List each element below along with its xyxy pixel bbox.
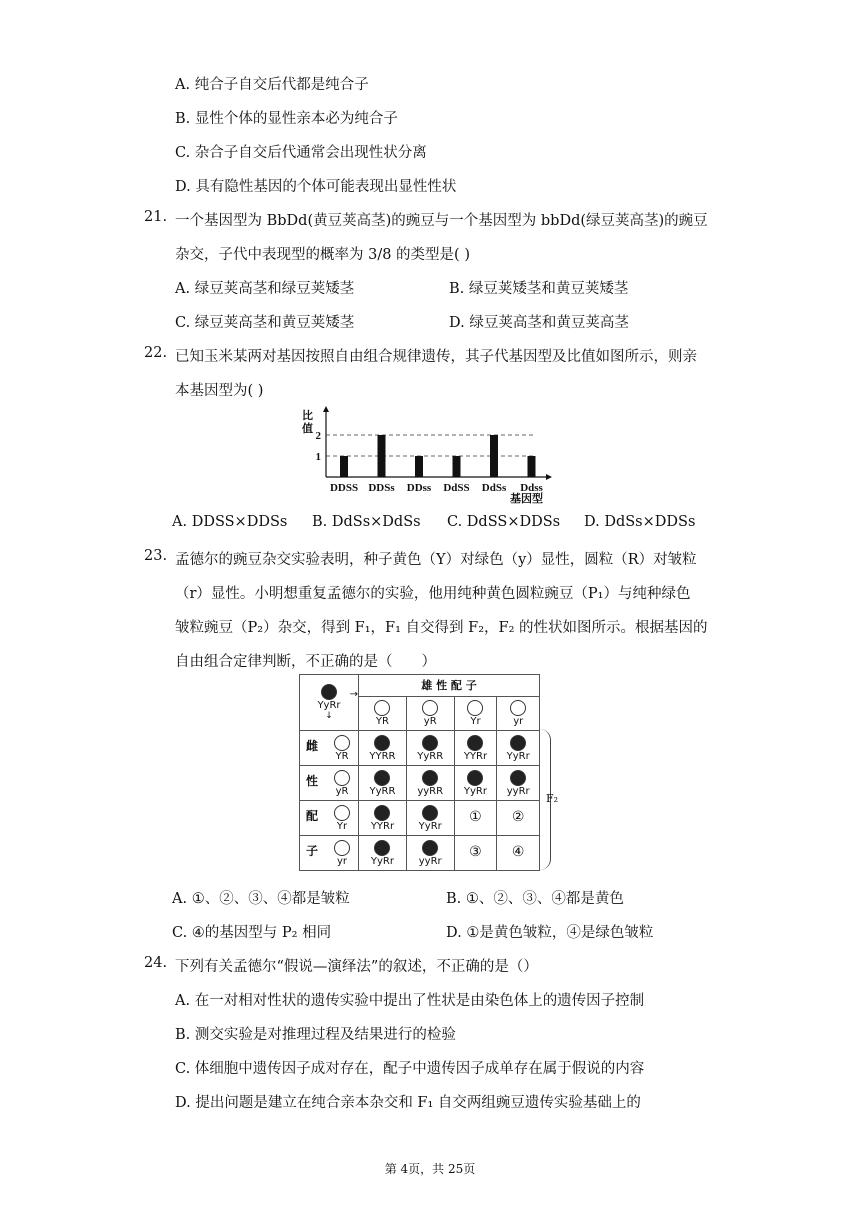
female-gamete-label: YR <box>335 750 349 762</box>
offspring-cell <box>454 836 497 871</box>
punnett-square <box>299 674 540 871</box>
offspring-cell <box>359 731 407 766</box>
y-axis-label-char: 值 <box>302 423 313 435</box>
q22-option-c: C. DdSS×DDSs <box>447 514 561 530</box>
q23-option-c: C. ④的基因型与 P₂ 相同 <box>172 925 332 941</box>
y-tick-label: 2 <box>315 430 321 442</box>
x-tick-label: DdSs <box>481 482 507 494</box>
gamete-circle-icon <box>510 700 526 716</box>
seed-icon <box>374 770 390 786</box>
arrow-down-icon: ↓ <box>325 710 333 721</box>
q23-stem-line2: （r）显性。小明想重复孟德尔的实验，他用纯种黄色圆粒豌豆（P₁）与纯种绿色 <box>175 586 691 602</box>
punnett-row <box>300 731 540 766</box>
female-gamete-cell <box>300 731 359 766</box>
seed-icon <box>422 770 438 786</box>
y-tick-label: 1 <box>315 451 321 463</box>
seed-icon <box>374 805 390 821</box>
punnett-row <box>300 836 540 871</box>
offspring-genotype: YYRr <box>463 750 488 762</box>
q24-option-d: D. 提出问题是建立在纯合亲本杂交和 F₁ 自交两组豌豆遗传实验基础上的 <box>175 1095 641 1111</box>
offspring-genotype: YyRR <box>417 750 444 762</box>
x-axis-arrow-icon <box>546 474 552 480</box>
q21-stem-line1: 一个基因型为 BbDd(黄豆荚高茎)的豌豆与一个基因型为 bbDd(绿豆荚高茎)的豌豆 <box>175 213 708 229</box>
q24-option-c: C. 体细胞中遗传因子成对存在，配子中遗传因子成单存在属于假说的内容 <box>175 1061 645 1077</box>
gamete-circle-icon <box>467 700 483 716</box>
q21-option-b: B. 绿豆荚矮茎和黄豆荚矮茎 <box>449 281 629 297</box>
female-gamete-label: yR <box>335 785 349 797</box>
female-gamete-label: yr <box>336 855 348 867</box>
f2-label: F₂ <box>546 792 559 805</box>
male-gamete-label: yr <box>513 716 524 727</box>
gamete-circle-icon <box>334 770 350 786</box>
q22-option-d: D. DdSs×DDSs <box>584 514 696 530</box>
offspring-placeholder: ② <box>511 809 525 825</box>
bar <box>453 456 461 477</box>
male-gamete-label: YR <box>375 716 389 727</box>
offspring-genotype: yyRr <box>506 785 530 797</box>
gamete-circle-icon <box>422 700 438 716</box>
q22-stem-line1: 已知玉米某两对基因按照自由组合规律遗传，其子代基因型及比值如图所示，则亲 <box>175 349 697 365</box>
offspring-cell <box>406 731 454 766</box>
offspring-genotype: yyRR <box>417 785 444 797</box>
offspring-cell <box>359 836 407 871</box>
bar <box>340 456 348 477</box>
q24-option-a: A. 在一对相对性状的遗传实验中提出了性状是由染色体上的遗传因子控制 <box>175 993 645 1009</box>
seed-icon <box>374 735 390 751</box>
seed-icon <box>422 735 438 751</box>
punnett-row <box>300 801 540 836</box>
genotype-ratio-chart <box>296 404 556 504</box>
bar <box>528 456 536 477</box>
offspring-cell <box>454 801 497 836</box>
offspring-genotype: YyRr <box>506 750 530 762</box>
seed-icon <box>422 805 438 821</box>
bar <box>378 435 386 477</box>
x-tick-label: DDss <box>406 482 432 494</box>
male-gamete-label: yR <box>423 716 437 727</box>
q20-option-d: D. 具有隐性基因的个体可能表现出显性性状 <box>175 179 457 195</box>
offspring-genotype: YyRr <box>418 820 442 832</box>
offspring-cell <box>497 801 540 836</box>
q24-option-b: B. 测交实验是对推理过程及结果进行的检验 <box>175 1027 456 1043</box>
offspring-cell <box>497 836 540 871</box>
seed-icon <box>510 735 526 751</box>
q22-option-a: A. DDSS×DDSs <box>172 514 288 530</box>
page-footer: 第 4页，共 25页 <box>384 1162 476 1176</box>
y-axis-label-char: 比 <box>302 410 313 422</box>
male-gamete-cell <box>497 697 540 731</box>
female-header-char: 子 <box>306 844 319 858</box>
bar <box>415 456 423 477</box>
punnett-row <box>300 766 540 801</box>
q23-number: 23. <box>144 548 168 564</box>
male-gamete-cell <box>454 697 497 731</box>
offspring-cell <box>454 766 497 801</box>
male-gamete-label: Yr <box>470 716 481 727</box>
female-header-char: 配 <box>306 809 319 823</box>
q22-option-b: B. DdSs×DdSs <box>312 514 421 530</box>
q20-option-c: C. 杂合子自交后代通常会出现性状分离 <box>175 145 427 161</box>
offspring-genotype: yyRr <box>418 855 442 867</box>
q21-option-c: C. 绿豆荚高茎和黄豆荚矮茎 <box>175 315 355 331</box>
q23-stem-line3: 皱粒豌豆（P₂）杂交，得到 F₁，F₁ 自交得到 F₂，F₂ 的性状如图所示。根据基因的 <box>175 620 708 636</box>
corner-cell <box>300 675 359 731</box>
q21-option-a: A. 绿豆荚高茎和绿豆荚矮茎 <box>175 281 355 297</box>
gamete-circle-icon <box>334 805 350 821</box>
female-gamete-cell <box>300 836 359 871</box>
offspring-genotype: YyRr <box>463 785 487 797</box>
x-tick-label: DDSS <box>329 482 359 494</box>
gamete-circle-icon <box>334 840 350 856</box>
female-gamete-cell <box>300 766 359 801</box>
q22-stem-line2: 本基因型为( ) <box>175 383 264 399</box>
gamete-circle-icon <box>334 735 350 751</box>
female-header-char: 雌 <box>306 739 319 753</box>
q23-stem-line1: 孟德尔的豌豆杂交实验表明，种子黄色（Y）对绿色（y）显性，圆粒（R）对皱粒 <box>175 552 697 568</box>
offspring-placeholder: ① <box>469 809 482 825</box>
arrow-right-icon: → <box>349 689 358 700</box>
q21-stem-line2: 杂交，子代中表现型的概率为 3/8 的类型是( ) <box>175 247 470 263</box>
offspring-cell <box>406 766 454 801</box>
bar <box>490 435 498 477</box>
x-tick-label: DdSS <box>443 482 470 494</box>
offspring-genotype: YyRR <box>369 785 396 797</box>
female-gamete-cell <box>300 801 359 836</box>
male-gamete-cell <box>406 697 454 731</box>
q24-stem: 下列有关孟德尔“假说—演绎法”的叙述，不正确的是（） <box>175 959 538 975</box>
corner-genotype: YyRr <box>317 699 341 711</box>
seed-icon <box>510 770 526 786</box>
q23-stem-line4: 自由组合定律判断，不正确的是（ ） <box>175 654 436 670</box>
female-gamete-label: Yr <box>336 820 348 832</box>
seed-icon <box>467 770 483 786</box>
q23-option-a: A. ①、②、③、④都是皱粒 <box>172 891 350 907</box>
q22-number: 22. <box>144 345 168 361</box>
offspring-placeholder: ③ <box>469 844 482 860</box>
y-axis-arrow-icon <box>323 406 329 412</box>
male-gamete-header: 雄 性 配 子 <box>359 675 540 697</box>
x-axis-label: 基因型 <box>510 493 543 504</box>
male-gamete-cell <box>359 697 407 731</box>
offspring-cell <box>359 801 407 836</box>
offspring-genotype: YYRr <box>370 820 395 832</box>
parent-seed-icon <box>321 684 337 700</box>
q24-number: 24. <box>144 955 168 971</box>
offspring-cell <box>406 801 454 836</box>
x-tick-label: DDSs <box>368 482 395 494</box>
offspring-cell <box>454 731 497 766</box>
seed-icon <box>422 840 438 856</box>
gamete-circle-icon <box>374 700 390 716</box>
offspring-genotype: YYRR <box>369 750 396 762</box>
offspring-placeholder: ④ <box>511 844 525 860</box>
q21-option-d: D. 绿豆荚高茎和黄豆荚高茎 <box>449 315 629 331</box>
q20-option-b: B. 显性个体的显性亲本必为纯合子 <box>175 111 398 127</box>
offspring-cell <box>497 731 540 766</box>
x-tick-label: Ddss <box>520 482 543 494</box>
q23-option-d: D. ①是黄色皱粒，④是绿色皱粒 <box>446 925 654 941</box>
female-header-char: 性 <box>306 774 319 788</box>
offspring-cell <box>406 836 454 871</box>
q21-number: 21. <box>144 209 168 225</box>
seed-icon <box>467 735 483 751</box>
offspring-genotype: YyRr <box>370 855 394 867</box>
q23-option-b: B. ①、②、③、④都是黄色 <box>446 891 624 907</box>
seed-icon <box>374 840 390 856</box>
q20-option-a: A. 纯合子自交后代都是纯合子 <box>175 77 369 93</box>
offspring-cell <box>497 766 540 801</box>
offspring-cell <box>359 766 407 801</box>
